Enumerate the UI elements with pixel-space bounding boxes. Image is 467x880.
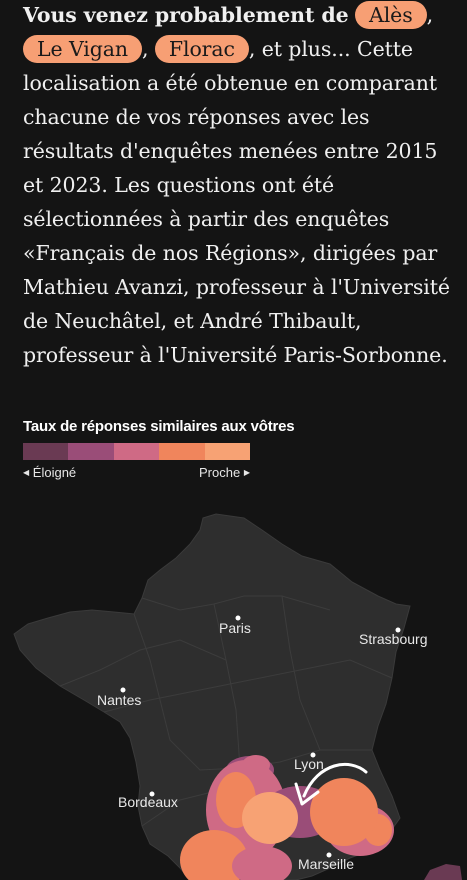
city-label-marseille: Marseille	[298, 856, 355, 872]
city-label-paris: Paris	[219, 620, 251, 636]
legend-labels	[23, 465, 250, 483]
corsica-landmass	[424, 864, 462, 880]
france-map[interactable]	[0, 500, 467, 880]
triangle-left-icon: ◀	[23, 468, 30, 477]
legend-swatch	[205, 443, 250, 460]
legend-right-text: Proche	[199, 465, 241, 480]
similarity-legend	[23, 418, 353, 483]
legend-color-scale	[23, 443, 250, 460]
result-explanation: , et plus... Cette localisation a été obtenue en comparant chacune de vos réponses avec les résultats d'enquêtes menées entre 2015 et 2023. Les questions ont été sélectionnées à partir des enquêtes «Français de nos Régions», dirigées par Mathieu Avanzi, professeur à l'Université de Neuchâtel, et André Thibault, professeur à l'Université Paris-Sorbonne.	[23, 37, 450, 367]
legend-left-label	[23, 465, 76, 480]
separator: ,	[142, 37, 149, 61]
city-label-nantes: Nantes	[97, 692, 142, 708]
legend-title: Taux de réponses similaires aux vôtres	[23, 418, 295, 435]
result-lead: Vous venez probablement de	[23, 3, 349, 27]
triangle-right-icon: ▶	[243, 468, 250, 477]
legend-left-text: Éloigné	[32, 465, 77, 480]
legend-swatch	[114, 443, 159, 460]
legend-right-label	[199, 465, 250, 480]
city-label-strasbourg: Strasbourg	[359, 631, 428, 647]
place-pill-florac[interactable]: Florac	[155, 35, 249, 63]
legend-swatch	[68, 443, 113, 460]
city-label-bordeaux: Bordeaux	[118, 794, 178, 810]
result-paragraph	[23, 0, 453, 372]
legend-swatch	[23, 443, 68, 460]
city-label-lyon: Lyon	[294, 756, 324, 772]
place-pill-le-vigan[interactable]: Le Vigan	[23, 35, 142, 63]
place-pill-ales[interactable]: Alès	[355, 1, 427, 29]
legend-swatch	[159, 443, 204, 460]
separator: ,	[426, 3, 434, 27]
